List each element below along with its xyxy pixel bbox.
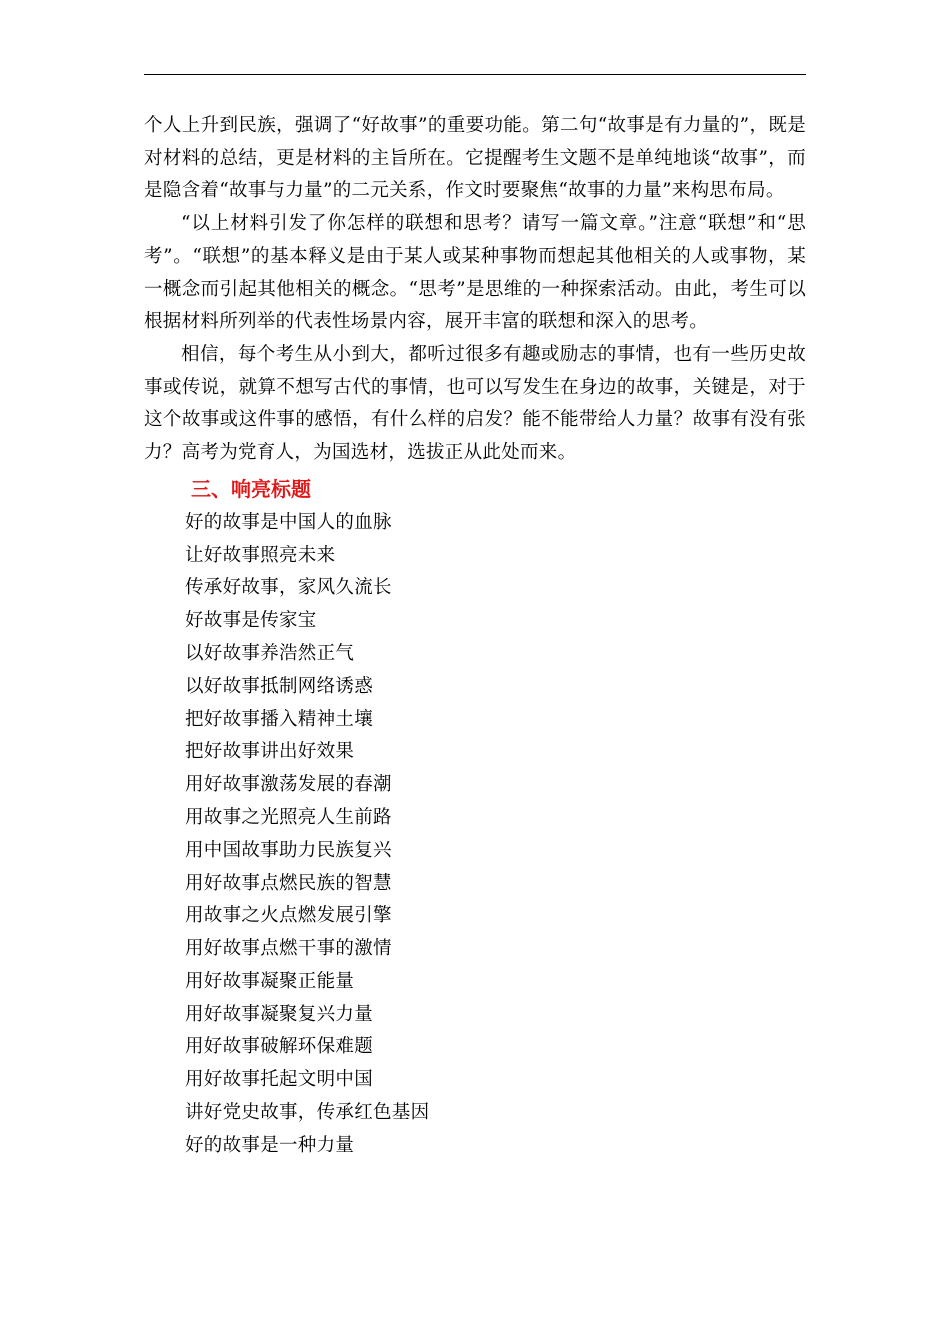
title-item: 让好故事照亮未来 <box>185 544 336 566</box>
title-item: 好故事是传家宝 <box>185 610 317 632</box>
title-list <box>144 507 806 1163</box>
title-item: 用好故事点燃民族的智慧 <box>185 872 392 894</box>
title-item: 以好故事养浩然正气 <box>185 642 355 664</box>
paragraph-2: “以上材料引发了你怎样的联想和思考？请写一篇文章。”注意“联想”和“思考”。“联想”的基本释义是由于某人或某种事物而想起其他相关的人或事物，某一概念而引起其他相关的概念。“思考”是思维的一种探索活动。由此，考生可以根据材料所列举的代表性场景内容，展开丰富的联想和深入的思考。 <box>144 213 806 333</box>
section-heading: 三、响亮标题 <box>191 476 311 501</box>
title-item: 好的故事是中国人的血脉 <box>185 511 392 533</box>
paragraph-3: 相信，每个考生从小到大，都听过很多有趣或励志的事情，也有一些历史故事或传说，就算不想写古代的事情，也可以写发生在身边的故事，关键是，对于这个故事或这件事的感悟，有什么样的启发？能不能带给人力量？故事有没有张力？高考为党育人，为国选材，选拔正从此处而来。 <box>144 343 806 464</box>
title-item: 把好故事播入精神土壤 <box>185 708 374 730</box>
title-item: 以好故事抵制网络诱惑 <box>185 675 374 697</box>
title-item: 用好故事激荡发展的春潮 <box>185 774 392 796</box>
title-item: 用好故事托起文明中国 <box>185 1069 374 1091</box>
title-item: 把好故事讲出好效果 <box>185 741 355 763</box>
document-body <box>144 110 806 1163</box>
title-item: 好的故事是一种力量 <box>185 1134 355 1156</box>
title-item: 用故事之火点燃发展引擎 <box>185 905 392 927</box>
title-item: 用好故事点燃干事的激情 <box>185 938 392 960</box>
title-item: 用好故事凝聚复兴力量 <box>185 1003 374 1025</box>
header-rule <box>144 74 806 75</box>
title-item: 用好故事凝聚正能量 <box>185 970 355 992</box>
paragraph-1: 个人上升到民族，强调了“好故事”的重要功能。第二句“故事是有力量的”，既是对材料的总结，更是材料的主旨所在。它提醒考生文题不是单纯地谈“故事”，而是隐含着“故事与力量”的二元关系，作文时要聚焦“故事的力量”来构思布局。 <box>144 115 806 202</box>
title-item: 讲好党史故事，传承红色基因 <box>185 1102 430 1124</box>
title-item: 用好故事破解环保难题 <box>185 1036 374 1058</box>
title-item: 用故事之光照亮人生前路 <box>185 806 392 828</box>
title-item: 用中国故事助力民族复兴 <box>185 839 392 861</box>
title-item: 传承好故事，家风久流长 <box>185 577 392 599</box>
